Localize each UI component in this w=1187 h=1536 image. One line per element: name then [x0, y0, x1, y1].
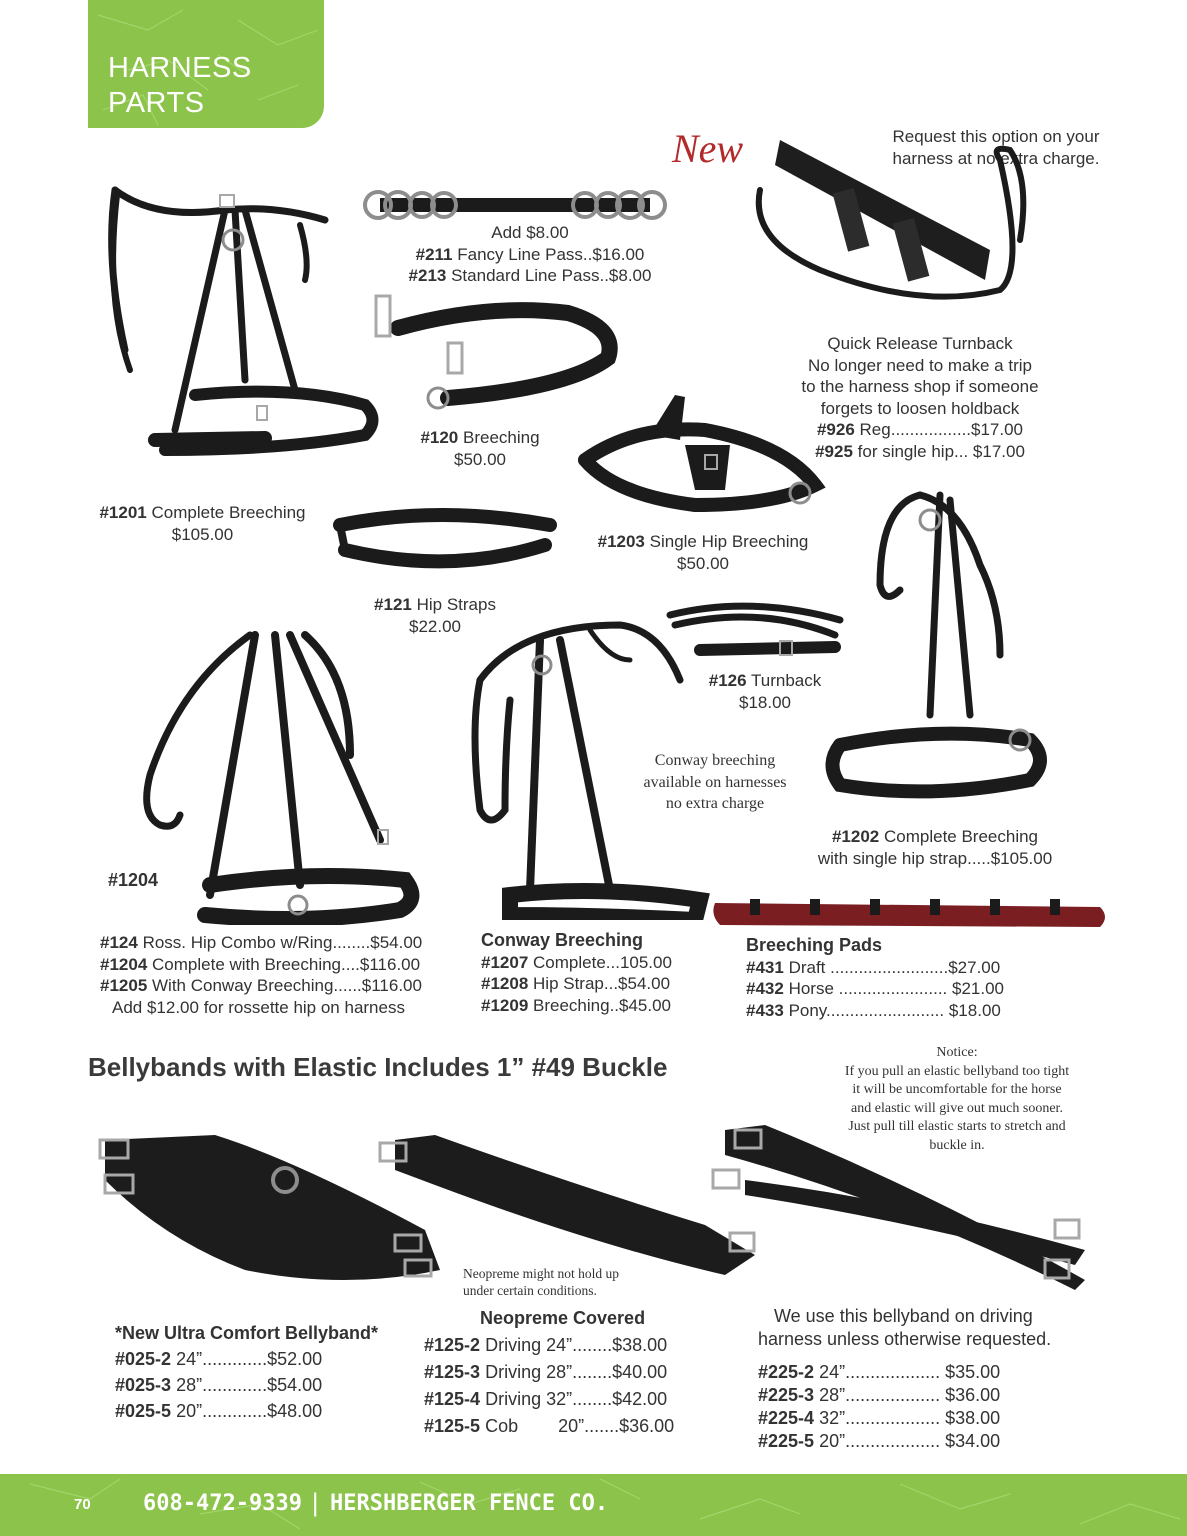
- quick-release-turnback-image: [740, 140, 1040, 320]
- caption-line: Quick Release Turnback: [827, 334, 1013, 353]
- item-number: #1208: [481, 974, 529, 993]
- item-number: #1202: [831, 827, 880, 846]
- item-text: Pony......................... $18.00: [788, 1000, 1001, 1020]
- notice-box: [822, 1044, 1092, 1155]
- item-number: #025-3: [115, 1375, 172, 1395]
- caption-line: harness unless otherwise requested.: [758, 1329, 1052, 1349]
- new-label: New: [672, 126, 744, 171]
- item-number: #025-2: [115, 1349, 172, 1369]
- hip-straps-121-image: [330, 500, 560, 580]
- item-number: #225-2: [758, 1362, 815, 1382]
- section-title: Neopreme Covered: [480, 1308, 646, 1328]
- item-price: $50.00: [677, 553, 729, 573]
- conway-availability-note: [625, 750, 805, 815]
- breeching-1203-caption: [578, 531, 828, 574]
- item-text: Horse ....................... $21.00: [788, 979, 1004, 998]
- hip-combo-price-list: [100, 932, 422, 1018]
- note-line: available on harnesses: [643, 773, 787, 791]
- item-text: Reg.................$17.00: [859, 420, 1024, 439]
- breeching-1202-caption: [800, 826, 1070, 869]
- turnback-126-caption: [690, 670, 840, 713]
- item-price: with single hip strap.....$105.00: [817, 848, 1053, 868]
- item-text: Ross. Hip Combo w/Ring........$54.00: [142, 933, 423, 952]
- item-text: Draft .........................$27.00: [788, 957, 1001, 977]
- item-text: 20”................... $34.00: [819, 1431, 1001, 1451]
- item-text: 28”................... $36.00: [819, 1385, 1001, 1405]
- caption-line: forgets to loosen holdback: [820, 398, 1020, 418]
- item-text: 24”................... $35.00: [819, 1362, 1001, 1382]
- item-text: Driving 28”........$40.00: [485, 1362, 668, 1382]
- add-price: Add $8.00: [491, 223, 569, 242]
- header-title-line1: HARNESS: [108, 52, 252, 84]
- note-line: Request this option on your: [892, 127, 1100, 146]
- item-text: 24”.............$52.00: [176, 1349, 323, 1369]
- breeching-1204-label: #1204: [108, 870, 159, 890]
- item-number: #431: [746, 957, 784, 977]
- item-number: #124: [100, 933, 138, 952]
- item-number: #1207: [481, 952, 529, 972]
- item-number: #121: [374, 595, 412, 614]
- item-text: Cob 20”.......$36.00: [485, 1416, 675, 1436]
- breeching-1201-caption: [80, 502, 325, 545]
- notice-title: Notice:: [936, 1045, 978, 1060]
- notice-line: it will be uncomfortable for the horse: [852, 1082, 1062, 1097]
- note-line: harness at no extra charge.: [892, 148, 1100, 168]
- item-number: #120: [420, 428, 459, 447]
- item-number: #213: [408, 266, 447, 285]
- item-number: #125-5: [424, 1416, 481, 1436]
- breeching-120-caption: [400, 427, 560, 470]
- item-text: Standard Line Pass..$8.00: [451, 266, 652, 285]
- caption-line: We use this bellyband on driving: [774, 1306, 1033, 1326]
- item-text: 32”................... $38.00: [819, 1408, 1001, 1428]
- notice-line: and elastic will give out much sooner.: [851, 1100, 1063, 1116]
- conway-breeching-price-list: [481, 930, 672, 1016]
- ultra-comfort-price-list: [115, 1320, 378, 1424]
- item-number: #925: [815, 441, 853, 461]
- neopreme-warning-note: [463, 1265, 619, 1299]
- item-name: Complete Breeching: [883, 827, 1039, 846]
- breeching-pads-image: [710, 895, 1110, 935]
- item-price: $22.00: [409, 616, 461, 636]
- item-number: #126: [708, 671, 747, 690]
- section-header-tab: [88, 0, 324, 128]
- page-footer: [0, 1474, 1187, 1536]
- item-text: Complete with Breeching....$116.00: [152, 954, 421, 974]
- note-line: under certain conditions.: [463, 1283, 597, 1298]
- item-number: #225-4: [758, 1408, 815, 1428]
- item-number: #432: [746, 979, 784, 998]
- quick-release-caption: [770, 333, 1070, 462]
- complete-breeching-1202-image: [820, 485, 1080, 815]
- price-note: Add $12.00 for rossette hip on harness: [112, 997, 405, 1017]
- page-number: 70: [74, 1496, 91, 1513]
- item-text: Fancy Line Pass..$16.00: [457, 244, 645, 264]
- hip-straps-121-caption: [355, 594, 515, 637]
- item-text: Breeching..$45.00: [533, 995, 672, 1015]
- note-line: Neopreme might not hold up: [463, 1266, 619, 1281]
- notice-line: buckle in.: [929, 1137, 985, 1153]
- item-price: $105.00: [171, 524, 234, 544]
- note-line: Conway breeching: [654, 752, 776, 769]
- item-name: Hip Straps: [416, 595, 496, 614]
- item-text: for single hip... $17.00: [857, 441, 1025, 461]
- bellyband-section-heading: Bellybands with Elastic Includes 1” #49 Buckle: [88, 1052, 668, 1082]
- item-number: #1209: [481, 995, 529, 1015]
- item-text: Driving 24”........$38.00: [485, 1335, 668, 1355]
- caption-line: No longer need to make a trip: [808, 355, 1032, 375]
- item-price: $18.00: [739, 692, 791, 712]
- item-text: 28”.............$54.00: [176, 1375, 323, 1395]
- item-number: #1204: [100, 954, 148, 974]
- footer-company: HERSHBERGER FENCE CO.: [330, 1491, 609, 1516]
- item-number: #1205: [100, 976, 148, 995]
- item-number: #125-4: [424, 1389, 481, 1409]
- item-name: Breeching: [463, 428, 540, 447]
- item-name: Complete Breeching: [151, 503, 306, 522]
- header-title-line2: PARTS: [108, 87, 205, 119]
- footer-separator: |: [308, 1489, 323, 1517]
- notice-line: If you pull an elastic bellyband too tight: [844, 1063, 1070, 1079]
- notice-line: Just pull till elastic starts to stretch and: [848, 1119, 1066, 1134]
- neopreme-covered-price-list: [424, 1305, 674, 1440]
- section-title: *New Ultra Comfort Bellyband*: [115, 1323, 379, 1343]
- item-text: With Conway Breeching......$116.00: [152, 976, 422, 995]
- complete-breeching-1201-image: [95, 180, 385, 500]
- section-title: Breeching Pads: [746, 935, 883, 955]
- item-number: #1201: [99, 503, 147, 522]
- item-number: #125-3: [424, 1362, 481, 1382]
- breeching-1204-image: [130, 625, 430, 925]
- line-pass-caption: [380, 222, 680, 287]
- item-text: Complete...105.00: [533, 952, 672, 972]
- note-line: no extra charge: [665, 795, 765, 812]
- item-text: Hip Strap...$54.00: [533, 974, 671, 993]
- item-number: #025-5: [115, 1401, 172, 1421]
- item-number: #225-3: [758, 1385, 815, 1405]
- footer-phone: 608-472-9339: [143, 1491, 302, 1516]
- caption-line: to the harness shop if someone: [801, 377, 1039, 396]
- item-text: 20”.............$48.00: [176, 1401, 323, 1421]
- item-number: #1203: [597, 532, 645, 551]
- item-number: #433: [746, 1000, 784, 1020]
- item-text: Driving 32”........$42.00: [485, 1389, 668, 1409]
- item-name: Turnback: [751, 671, 822, 690]
- item-name: Single Hip Breeching: [649, 532, 809, 551]
- item-number: #211: [415, 244, 453, 264]
- item-number: #125-2: [424, 1335, 481, 1355]
- standard-bellyband-price-list: [758, 1305, 1051, 1453]
- item-number: #225-5: [758, 1431, 815, 1451]
- section-title: Conway Breeching: [481, 930, 644, 950]
- breeching-pads-price-list: [746, 935, 1004, 1021]
- item-price: $50.00: [454, 449, 506, 469]
- item-number: #926: [816, 420, 855, 439]
